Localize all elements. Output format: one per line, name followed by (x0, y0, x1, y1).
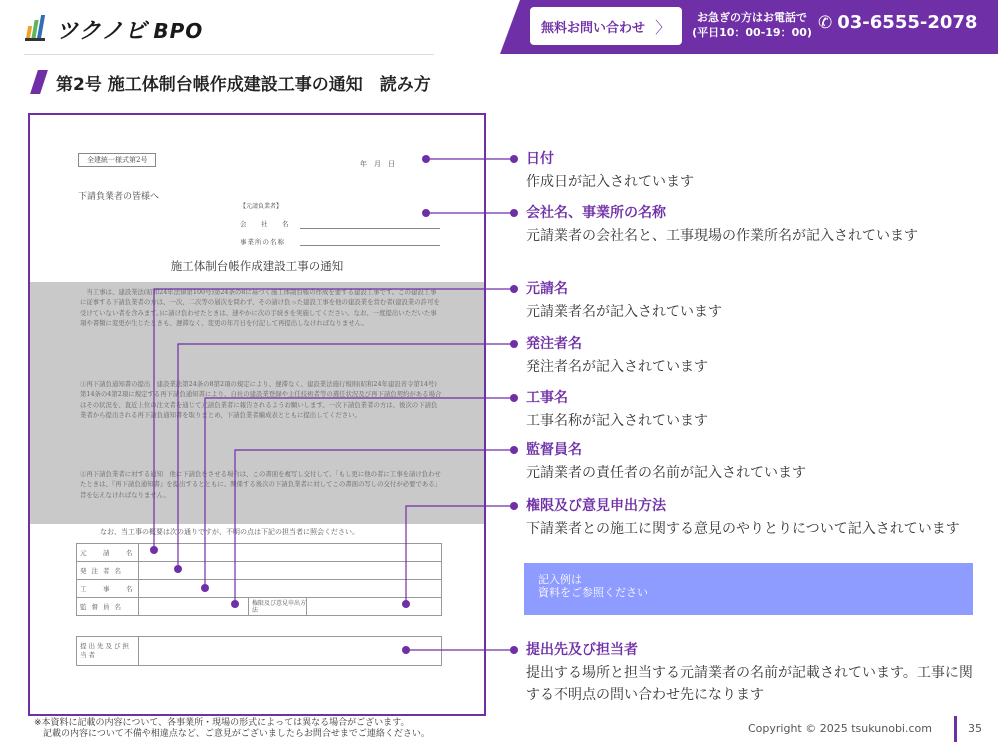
doc-row-kengen: 権限及び意見申出方法 (249, 598, 307, 616)
table-row (77, 544, 442, 562)
annotation-desc: 工事名称が記入されています (526, 413, 708, 429)
logo-text (56, 14, 203, 45)
doc-date: 年 月 日 (360, 160, 395, 168)
annotation-date (526, 150, 976, 193)
annotation-hatchu (526, 335, 976, 378)
annotation-desc: 提出する場所と担当する元請業者の名前が記載されています。工事に関する不明点の問い合わせ先になります (526, 665, 973, 703)
doc-paragraph-3: ②再下請負業者に対する通知 他に下請負をさせる場合は、この書面を複写し交付して、「もし更に他の者に工事を請け負わせたときは、『再下請負通知書』を提出するとともに、関係する後次の下請負業者に対してこの書面の写しの交付が必要である」旨を伝えなければなりません。 (80, 470, 442, 499)
logo-suffix: BPO (153, 18, 204, 43)
doc-row-kantoku: 監督員名 (77, 598, 139, 616)
annotation-title: 提出先及び担当者 (526, 642, 638, 658)
footnote-line1: ※本資料に記載の内容について、各事業所・現場の形式によっては異なる場合がございます。 (34, 718, 410, 728)
phone-hours (690, 10, 814, 40)
page-title: 第2号 施工体制台帳作成建設工事の通知 読み方 (56, 75, 431, 95)
annotation-title: 会社名、事業所の名称 (526, 205, 666, 221)
annotation-desc: 作成日が記入されています (526, 174, 694, 190)
doc-salutation: 下請負業者の皆様へ (78, 192, 160, 202)
annotation-title: 発注者名 (526, 336, 582, 352)
annotation-title: 日付 (526, 151, 554, 167)
logo-mark-icon (24, 14, 48, 44)
dot-kengen-end (510, 502, 518, 510)
annotation-title: 権限及び意見申出方法 (526, 498, 666, 514)
contact-button-label: 無料お問い合わせ (540, 20, 645, 36)
doc-paragraph-1: 当工事は、建設業法(昭和24年法律第100号)第24条の8に基づく施工体制台帳の作成を要する建設工事です。この建設工事に従事する下請負業者の方は、一次、二次等の層次を問わず、その請け負った建設工事を他の建設業を営む者(建設業の許可を受けていない者を含みます。)に請け負わせたときは、速やかに次の手続きを実施してください。なお、一度提出いただいた事項や書類に変更が生じたときも、遅滞なく、変更の年月日を付記して再提出しなければなりません。 (80, 288, 440, 328)
annotation-desc: 元請業者名が記入されています (526, 304, 722, 320)
logo-name: ツクノビ (56, 18, 148, 44)
phone-link[interactable] (818, 12, 977, 33)
example-line2: 資料をご参照ください (538, 586, 648, 599)
annotation-kengen (526, 497, 976, 540)
footnote (34, 718, 430, 740)
table-row (77, 562, 442, 580)
annotation-koji (526, 389, 976, 432)
page-number: 35 (968, 722, 982, 735)
dot-teishutsu-end (510, 646, 518, 654)
annotation-desc: 発注者名が記入されています (526, 359, 708, 375)
hours-line1: お急ぎの方はお電話で (697, 11, 807, 24)
phone-number: 03-6555-2078 (837, 12, 978, 33)
dot-hatchu-end (510, 340, 518, 348)
document-sample (28, 113, 486, 716)
header-divider (24, 54, 434, 55)
table-row (77, 580, 442, 598)
doc-row-moto: 元 請 名 (77, 544, 139, 562)
example-note-box (524, 563, 973, 615)
doc-company-label: 会 社 名 (240, 220, 293, 228)
doc-row-hatchu: 発注者名 (77, 562, 139, 580)
contact-button[interactable] (530, 7, 682, 45)
annotation-teishutsu (526, 641, 976, 706)
copyright: Copyright © 2025 tsukunobi.com (748, 722, 932, 735)
dot-date-end (510, 155, 518, 163)
doc-office-label: 事業所の名称 (240, 238, 285, 246)
annotation-moto (526, 280, 976, 323)
annotation-kantoku (526, 441, 976, 484)
annotation-title: 監督員名 (526, 442, 582, 458)
table-row (77, 598, 442, 616)
doc-title: 施工体制台帳作成建設工事の通知 (170, 259, 344, 273)
example-line1: 記入例は (538, 573, 582, 586)
annotation-desc: 元請業者の責任者の名前が記入されています (526, 465, 806, 481)
doc-row-koji: 工 事 名 (77, 580, 139, 598)
doc-paragraph-2: ①再下請負通知書の提出 建設業法第24条の8第2項の規定により、遅滞なく、建設業法施行規則(昭和24年建設省令第14号)第14条の4第2項に規定する再下請負通知書により、自社の建設業登録や主任技術者等の選任状況及び再下請負契約がある場合はその状況を、直近上位の注文者を通じて元請負業者に報告されるようお願いします。一次下請負業者の方は、後次の下請負業者から提出される再下請負通知書を取りまとめ、下請負業者編成表とともに提出してください。 (80, 380, 442, 420)
doc-row-teishutsu: 提出先及び担当者 (77, 637, 139, 665)
doc-paragraph-4: なお、当工事の概要は次の通りですが、不明の点は下記の担当者に照会ください。 (100, 528, 359, 536)
annotation-desc: 下請業者との施工に関する意見のやりとりについて記入されています (526, 521, 960, 537)
doc-office-line (300, 245, 440, 246)
annotation-title: 元請名 (526, 281, 568, 297)
doc-overview-table (76, 543, 442, 616)
phone-icon: ✆ (818, 12, 833, 33)
footer-accent-bar (954, 716, 957, 742)
dot-kantoku-end (510, 446, 518, 454)
annotation-desc: 元請業者の会社名と、工事現場の作業所名が記入されています (526, 228, 918, 244)
doc-submission-table (76, 636, 442, 666)
footnote-line2: 記載の内容について不備や相違点など、ご意見がございましたらお問合せまでご連絡ください。 (34, 729, 430, 739)
doc-company-line (300, 228, 440, 229)
dot-koji-end (510, 394, 518, 402)
annotation-company (526, 204, 976, 247)
dot-moto-end (510, 285, 518, 293)
doc-contractor-label: 【元請負業者】 (240, 203, 283, 210)
logo[interactable] (24, 12, 203, 46)
chevron-right-icon: 〉 (655, 17, 672, 37)
hours-line2: (平日10：00-19：00) (692, 26, 812, 39)
doc-form-number: 全建統一様式第2号 (78, 153, 156, 167)
dot-company-end (510, 209, 518, 217)
annotation-title: 工事名 (526, 390, 568, 406)
title-accent-bar (30, 70, 48, 94)
